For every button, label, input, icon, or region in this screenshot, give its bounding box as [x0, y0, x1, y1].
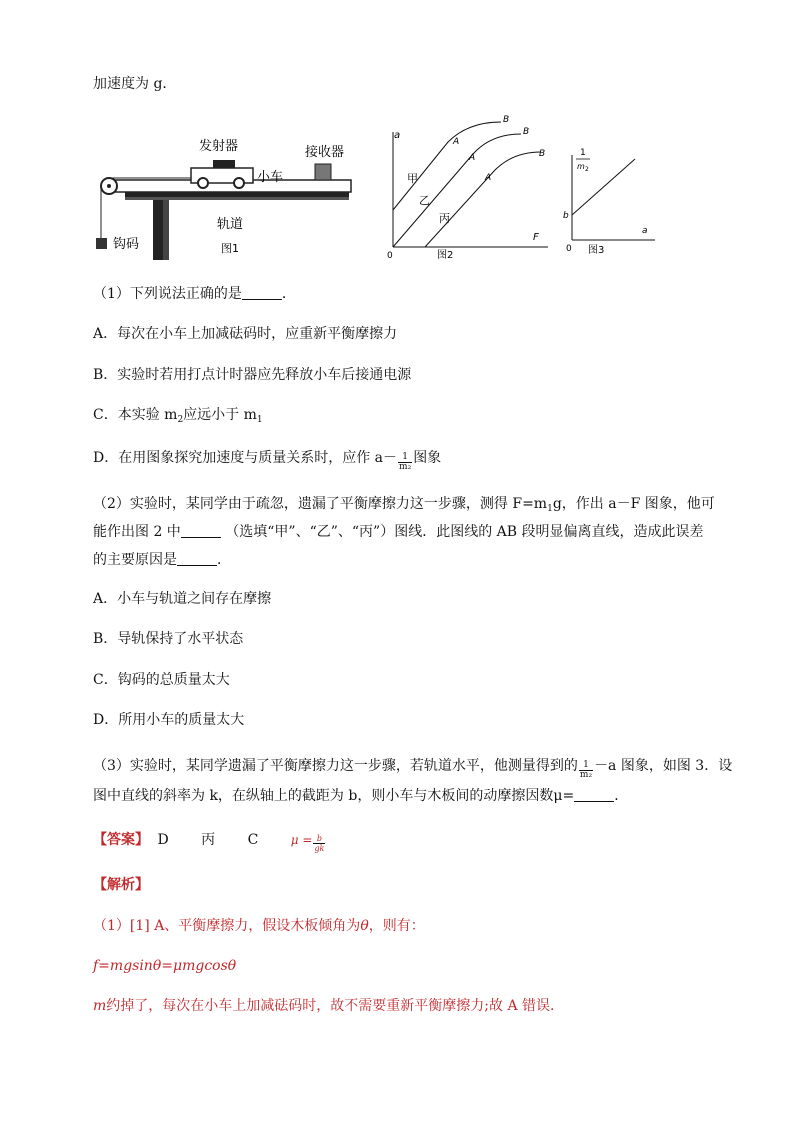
q3-blank[interactable]: [574, 787, 614, 802]
fig1-weight-label: 钩码: [113, 237, 140, 252]
fig2-line-bing: 丙: [439, 212, 450, 225]
fig2-point-b2: B: [523, 127, 530, 137]
figure-1-apparatus: [93, 128, 363, 268]
figure-3-graph: [560, 145, 660, 260]
q2-option-b: B．导轨保持了水平状态: [93, 631, 244, 647]
fig2-a-axis-label: a: [394, 130, 401, 141]
fig2-point-a1: A: [453, 137, 460, 147]
fig3-caption: 图3: [588, 245, 605, 256]
fig1-emitter-label: 发射器: [199, 139, 239, 154]
fig2-point-a2: A: [469, 153, 476, 163]
fig2-f-axis-label: F: [533, 232, 539, 243]
q2-option-c: C．钩码的总质量太大: [93, 672, 230, 688]
fig3-y-num: 1: [580, 148, 586, 158]
answer-2: 丙: [201, 832, 216, 848]
fig2-point-b3: B: [539, 149, 546, 159]
fig3-x-label: a: [642, 226, 648, 236]
q3-fraction: $\frac{1}{\text{m₂}}$: [579, 760, 593, 780]
answer-4: μ = $\frac{b}{gk}$: [290, 833, 325, 853]
figure-2-graph: [383, 112, 558, 262]
fig2-line-yi: 乙: [419, 194, 430, 207]
analysis-label: 【解析】: [93, 877, 149, 893]
fig3-b-label: b: [563, 211, 569, 221]
answer-3: C: [247, 832, 259, 848]
q3-line-2: 图中直线的斜率为 k，在纵轴上的截距为 b，则小车与木板间的动摩擦因数μ= ．: [93, 788, 629, 804]
answer-label: 【答案】: [93, 832, 149, 848]
fig1-receiver-label: 接收器: [305, 145, 345, 160]
intro-text: 加速度为 g．: [93, 76, 177, 92]
q2-blank-1[interactable]: [181, 523, 221, 538]
q3-line-1: （3）实验时，某同学遗漏了平衡摩擦力这一步骤，若轨道水平，他测量得到的 $\frac{1}{\text{m₂}}$ －a 图象，如图 3．设: [93, 758, 733, 780]
fig2-point-a3: A: [485, 173, 492, 183]
analysis-line-1: （1）[1] A、平衡摩擦力，假设木板倾角为θ，则有：: [93, 918, 425, 934]
answer-1: D: [157, 832, 169, 848]
q1-blank[interactable]: [242, 285, 282, 300]
q1-option-c: C．本实验 $m_2$应远小于 $m_1$: [93, 407, 263, 425]
q2-option-a: A．小车与轨道之间存在摩擦: [93, 591, 272, 607]
answer-row: [93, 830, 326, 853]
analysis-formula: f=mgsinθ=μmgcosθ: [93, 958, 237, 974]
analysis-line-2: m约掉了，每次在小车上加减砝码时，故不需要重新平衡摩擦力;故 A 错误.: [93, 998, 555, 1014]
fig1-track-label: 轨道: [217, 217, 244, 232]
q1-stem: （1）下列说法正确的是 ．: [93, 286, 296, 302]
fig3-y-den-sub: 2: [585, 166, 589, 173]
fig3-origin: 0: [566, 244, 572, 254]
q2-blank-2[interactable]: [177, 551, 217, 566]
fig1-cart-label: 小车: [257, 170, 284, 185]
q2-line-1: （2）实验时，某同学由于疏忽，遗漏了平衡摩擦力这一步骤，测得 $F=m_1g$，作出 a－F 图象，他可: [93, 496, 715, 514]
fig2-point-b1: B: [503, 115, 510, 125]
q1-d-fraction: $\frac{1}{\text{m₂}}$: [399, 452, 412, 472]
fig3-y-den: m: [577, 162, 585, 171]
q1-option-d: D．在用图象探究加速度与质量关系时，应作 a－ $\frac{1}{\text{m₂}}$ 图象: [93, 450, 442, 472]
q1-option-a: A．每次在小车上加减砝码时，应重新平衡摩擦力: [93, 326, 398, 342]
q2-option-d: D．所用小车的质量太大: [93, 712, 245, 728]
fig2-line-jia: 甲: [407, 172, 418, 185]
fig2-origin: 0: [387, 251, 393, 261]
fig2-caption: 图2: [437, 250, 454, 261]
fig1-caption: 图1: [221, 242, 239, 255]
q2-line-2: 能作出图 2 中 （选填“甲”、“乙”、“丙”）图线．此图线的 AB 段明显偏离直线，造成此误差: [93, 524, 704, 540]
q1-option-b: B．实验时若用打点计时器应先释放小车后接通电源: [93, 367, 412, 383]
q2-line-3: 的主要原因是 ．: [93, 552, 231, 568]
